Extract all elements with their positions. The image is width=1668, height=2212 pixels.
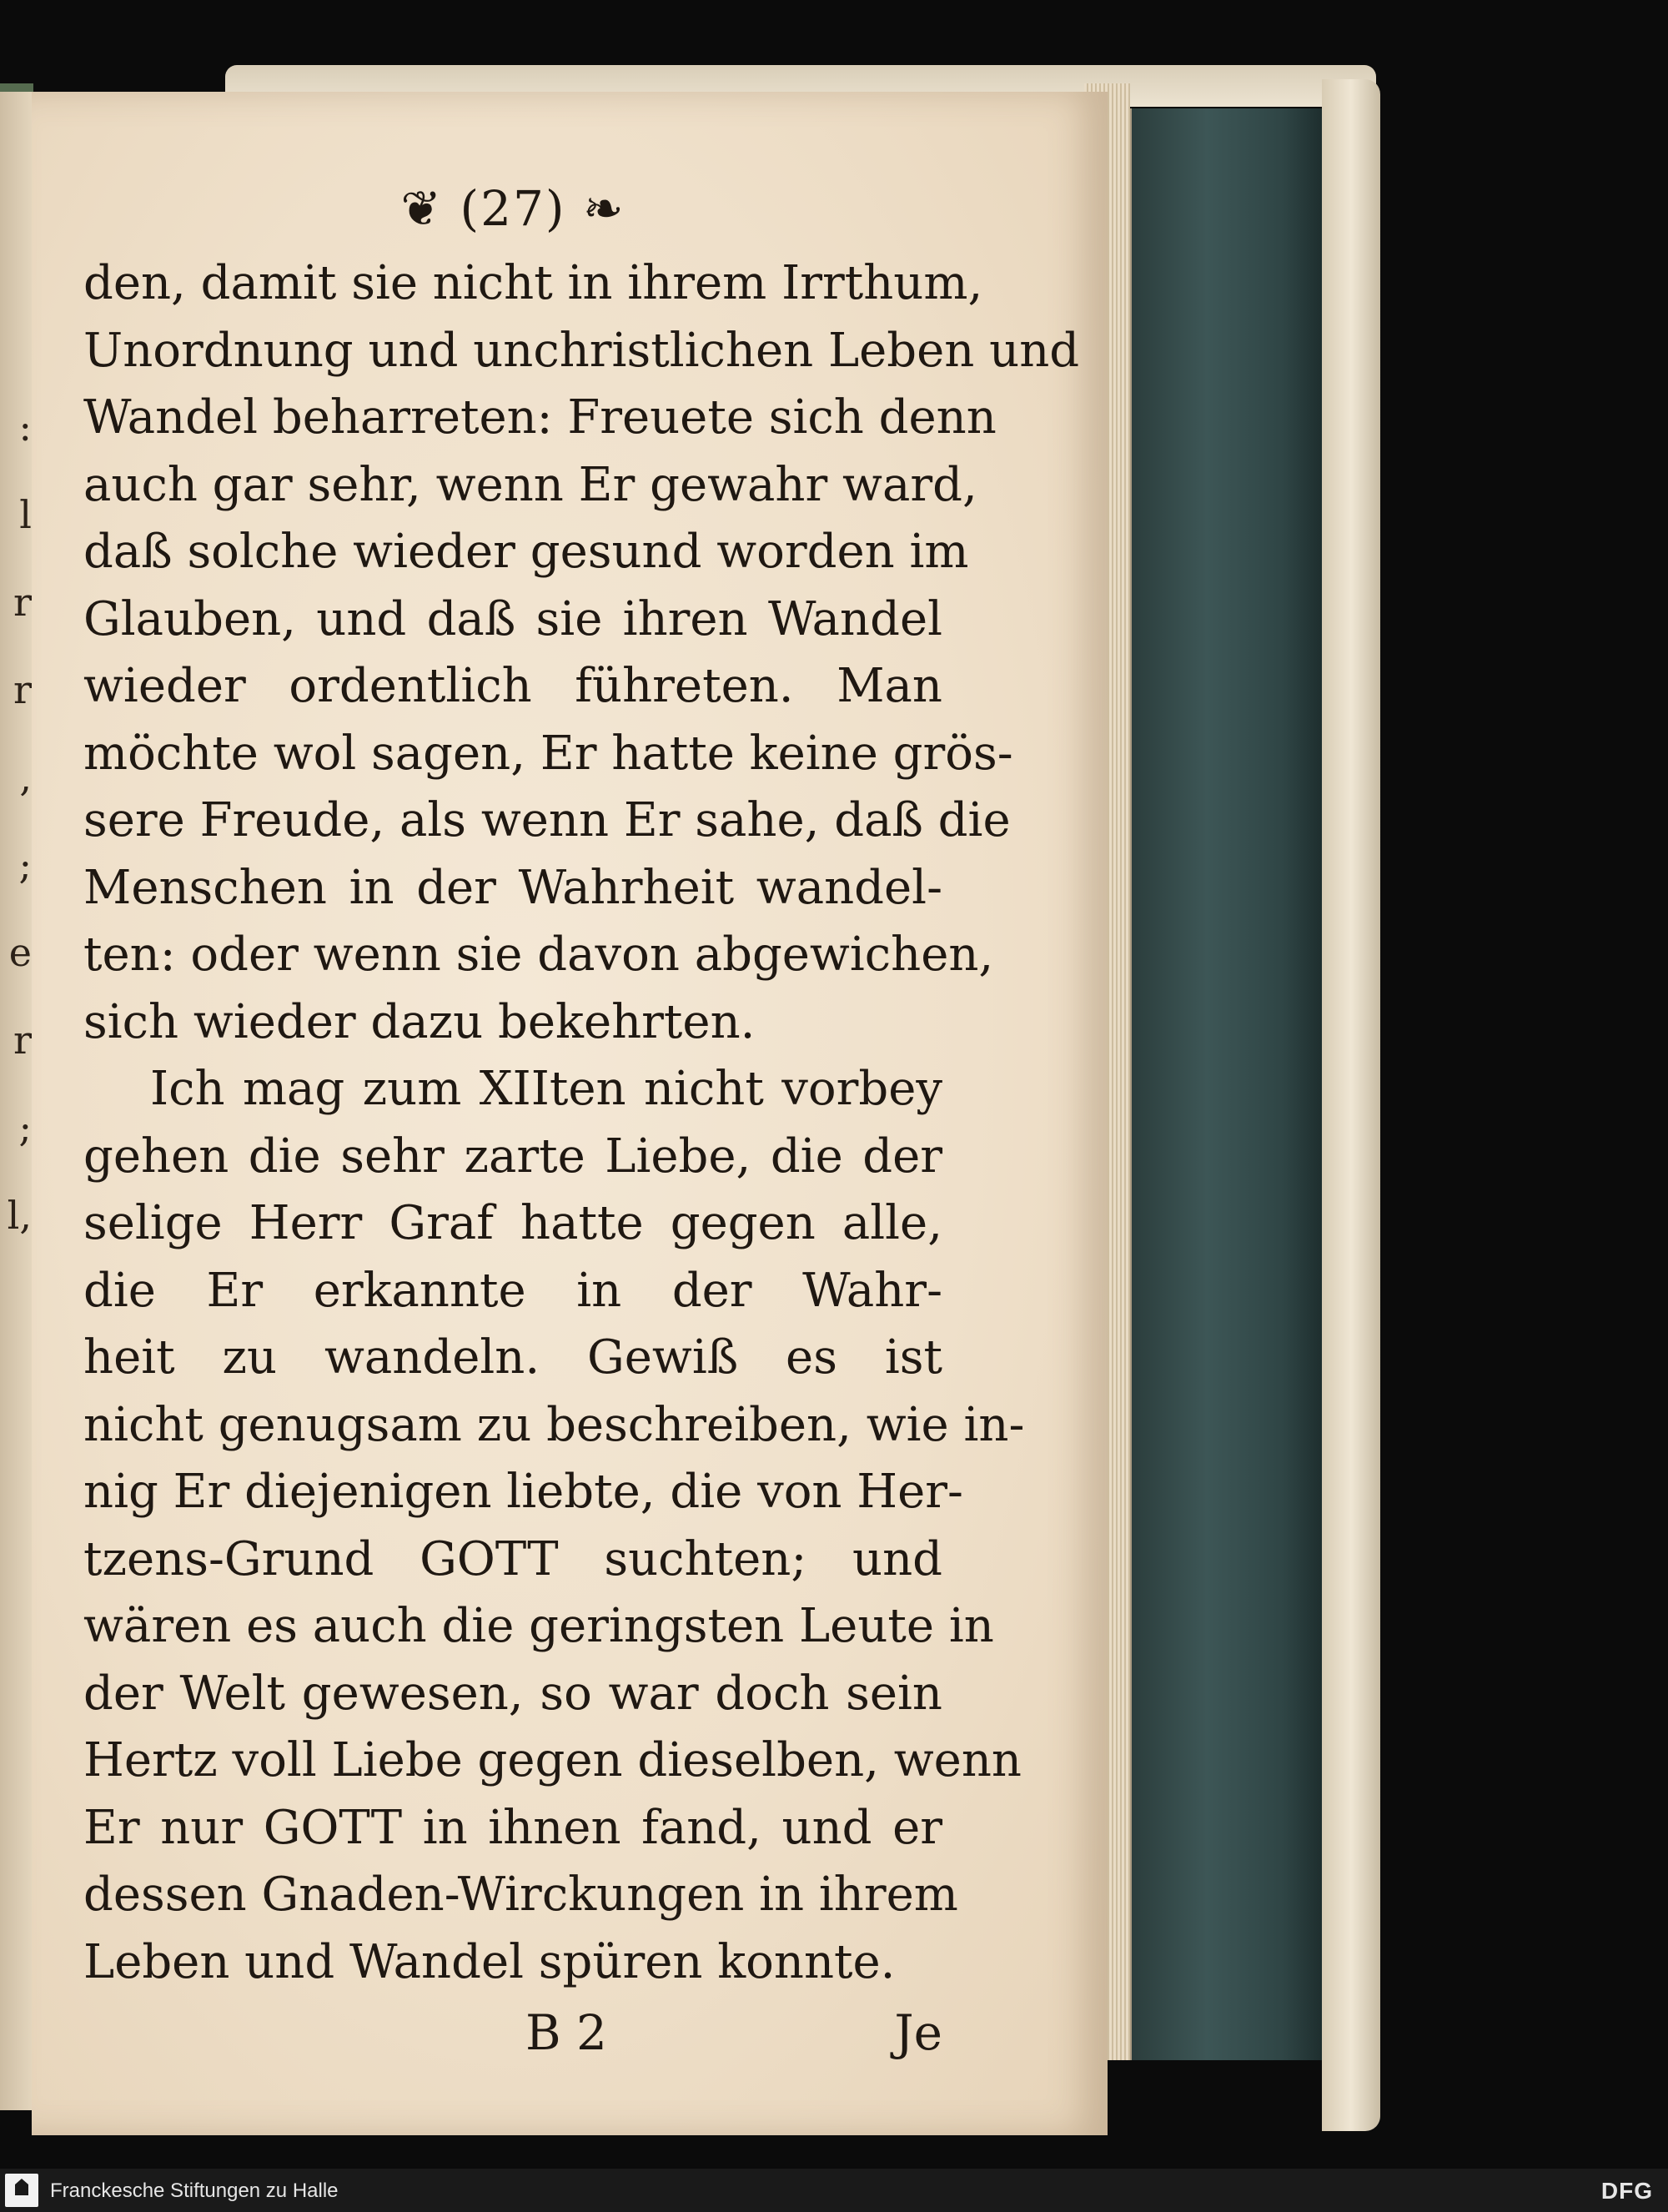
text-line: Menschen in der Wahrheit wandel- <box>83 860 942 915</box>
text-line: Er nur GOTT in ihnen fand, und er <box>83 1800 942 1855</box>
text-line: nicht genugsam zu beschreiben, wie in- <box>83 1397 1025 1452</box>
text-line: daß solche wieder gesund worden im <box>83 525 969 579</box>
text-line: möchte wol sagen, Er hatte keine grös- <box>83 726 1013 781</box>
catchword: Je <box>894 2004 942 2061</box>
text-line: selige Herr Graf hatte gegen alle, <box>83 1196 942 1250</box>
text-line: wären es auch die geringsten Leute in <box>83 1599 994 1653</box>
left-page-fragment: l, <box>7 1193 32 1238</box>
funder-logo: DFG <box>1600 2178 1653 2204</box>
left-page-fragment: ; <box>18 842 32 887</box>
left-page-fragments <box>3 384 32 1259</box>
text-line: dessen Gnaden-Wirckungen in ihrem <box>83 1868 958 1922</box>
footer-bar <box>0 2169 1668 2212</box>
text-line: Ich mag zum XIIten nicht vorbey <box>150 1062 942 1116</box>
page-number: (27) <box>460 180 566 237</box>
text-line: nig Er diejenigen liebte, die von Her- <box>83 1465 963 1519</box>
text-line: wieder ordentlich führeten. Man <box>83 659 942 713</box>
left-page-fragment: , <box>19 755 32 800</box>
text-line: den, damit sie nicht in ihrem Irrthum, <box>83 256 983 310</box>
text-line: Unordnung und unchristlichen Leben und <box>83 323 1080 378</box>
page-header <box>83 175 942 242</box>
page-text <box>83 175 1080 2066</box>
text-line: auch gar sehr, wenn Er gewahr ward, <box>83 457 977 512</box>
text-line: sere Freude, als wenn Er sahe, daß die <box>83 793 1011 847</box>
text-line: ten: oder wenn sie davon abgewichen, <box>83 928 994 982</box>
institution-name: Franckesche Stiftungen zu Halle <box>50 2179 339 2202</box>
text-line: tzens-Grund GOTT suchten; und <box>83 1531 942 1586</box>
text-line: heit zu wandeln. Gewiß es ist <box>83 1330 942 1385</box>
text-line: gehen die sehr zarte Liebe, die der <box>83 1129 942 1184</box>
left-page-fragment: r <box>13 1018 32 1063</box>
left-page-fragment: : <box>18 405 32 450</box>
text-line: der Welt gewesen, so war doch sein <box>83 1666 942 1721</box>
left-page-fragment: r <box>13 667 32 712</box>
left-page-fragment: e <box>8 930 32 975</box>
text-line: Wandel beharreten: Freuete sich denn <box>83 390 997 445</box>
text-line: Hertz voll Liebe gegen dieselben, wenn <box>83 1733 1022 1787</box>
text-line: Glauben, und daß sie ihren Wandel <box>83 591 942 646</box>
left-page-fragment: ; <box>18 1105 32 1150</box>
text-line: Leben und Wandel spüren konnte. <box>83 1934 896 1989</box>
left-page-sliver <box>0 92 32 2110</box>
book-cover-edge <box>1322 79 1380 2131</box>
page-footer <box>83 1999 942 2066</box>
header-ornament-right: ❧ <box>582 180 626 237</box>
signature-mark: B 2 <box>525 2004 607 2061</box>
text-line: sich wieder dazu bekehrten. <box>83 994 756 1049</box>
left-page-fragment: l <box>19 492 32 537</box>
page-fore-edge <box>1130 108 1322 2060</box>
text-lines <box>83 250 1080 1996</box>
institution-logo-icon <box>5 2174 38 2207</box>
left-page-fragment: r <box>13 580 32 625</box>
header-ornament-left: ❦ <box>400 180 444 237</box>
text-line: die Er erkannte in der Wahr- <box>83 1263 942 1318</box>
